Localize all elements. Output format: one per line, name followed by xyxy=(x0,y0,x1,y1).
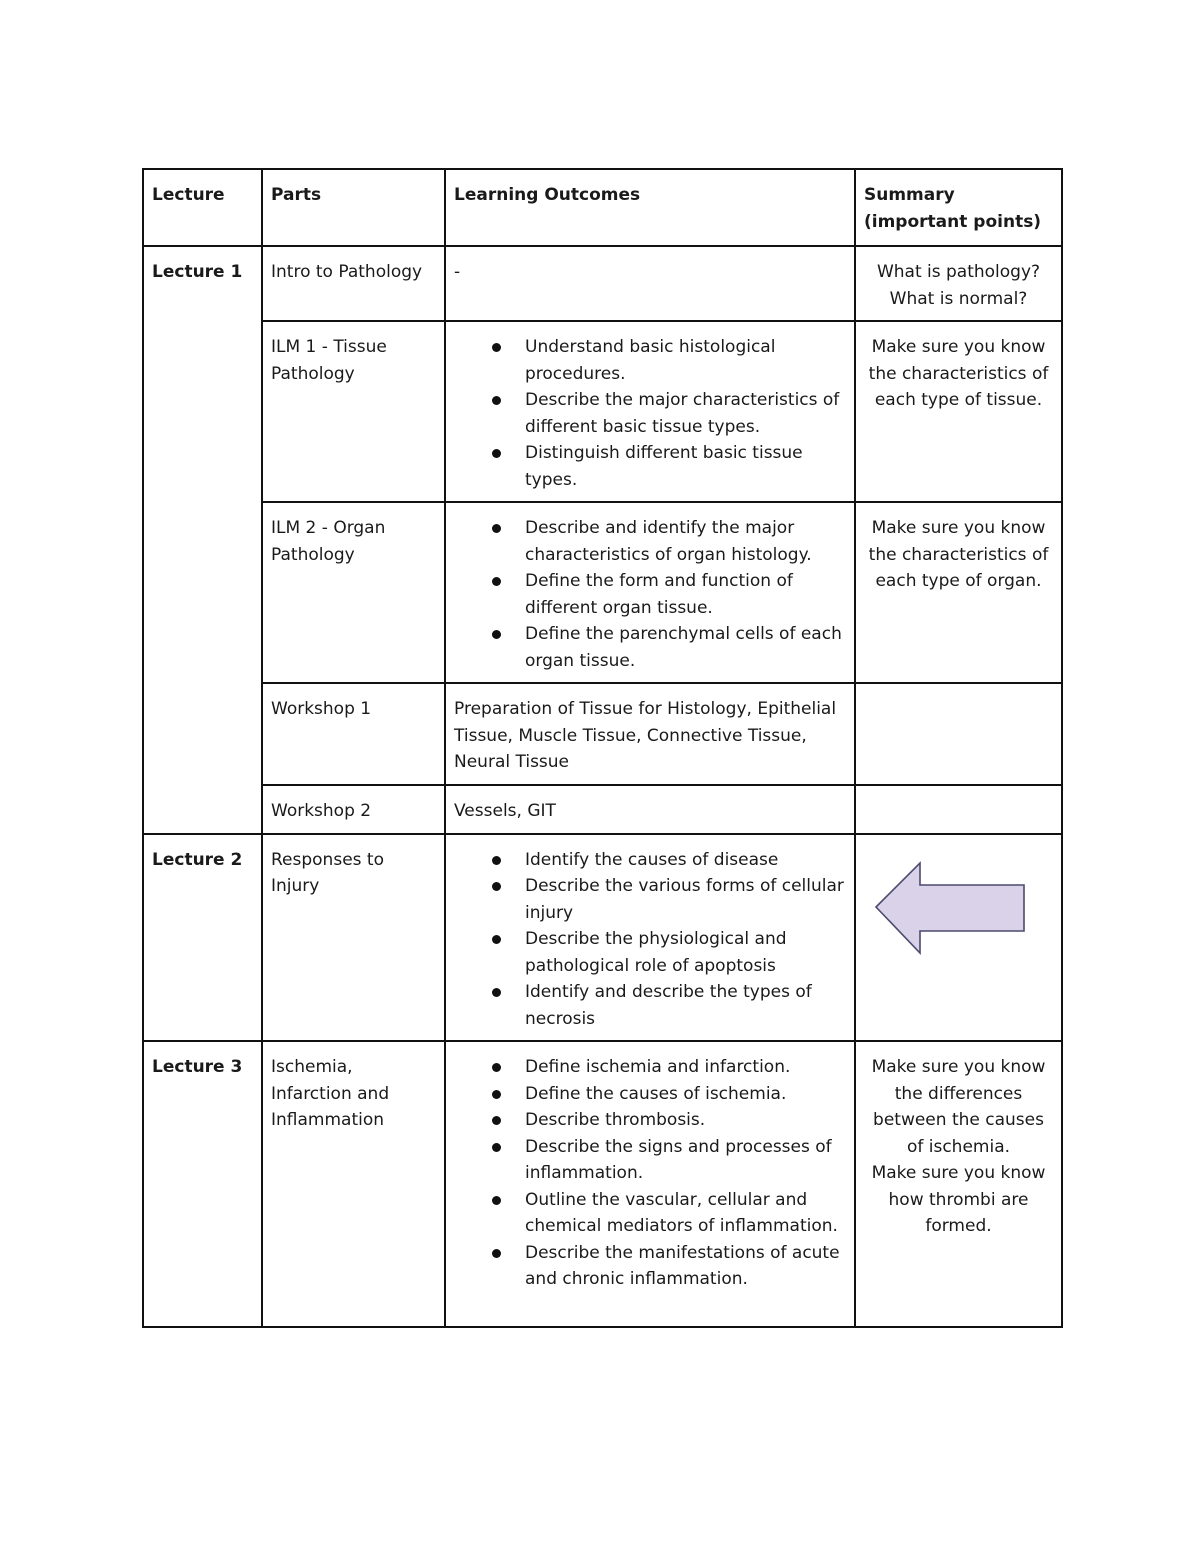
header-parts: Parts xyxy=(262,169,445,246)
list-item: Describe the major characteristics of different basic tissue types. xyxy=(454,387,846,440)
part-lecture3: Ischemia, Infarction and Inflammation xyxy=(262,1041,445,1327)
outcomes-lecture2-list xyxy=(454,847,846,1033)
bullet-icon xyxy=(492,343,501,352)
list-item: Describe thrombosis. xyxy=(454,1107,846,1134)
table-row xyxy=(143,246,1062,321)
outcomes-ilm2 xyxy=(445,502,855,683)
outcomes-ilm2-list xyxy=(454,515,846,674)
header-summary-line2: (important points) xyxy=(864,211,1042,232)
list-item: Outline the vascular, cellular and chemical mediators of inflammation. xyxy=(454,1187,846,1240)
bullet-icon xyxy=(492,1249,501,1258)
summary-lecture2 xyxy=(855,834,1062,1042)
bullet-icon xyxy=(492,1090,501,1099)
table-row xyxy=(143,321,1062,502)
outcomes-ilm1 xyxy=(445,321,855,502)
table-row xyxy=(143,1041,1062,1327)
bullet-icon xyxy=(492,988,501,997)
bullet-icon xyxy=(492,449,501,458)
list-item: Describe the manifestations of acute and chronic inflammation. xyxy=(454,1240,846,1293)
summary-workshop2 xyxy=(855,785,1062,834)
summary-lecture3-line2: Make sure you know how thrombi are formed. xyxy=(871,1163,1046,1236)
part-workshop2: Workshop 2 xyxy=(262,785,445,834)
outcome-workshop2: Vessels, GIT xyxy=(445,785,855,834)
bullet-icon xyxy=(492,1196,501,1205)
list-item: Describe the signs and processes of inflammation. xyxy=(454,1134,846,1187)
bullet-icon xyxy=(492,630,501,639)
summary-intro-line1: What is pathology? xyxy=(876,262,1041,282)
list-item: Distinguish different basic tissue types. xyxy=(454,440,846,493)
part-ilm2: ILM 2 - Organ Pathology xyxy=(262,502,445,683)
bullet-icon xyxy=(492,396,501,405)
bullet-icon xyxy=(492,524,501,533)
summary-ilm1: Make sure you know the characteristics of each type of tissue. xyxy=(855,321,1062,502)
list-item: Identify the causes of disease xyxy=(454,847,846,874)
part-intro: Intro to Pathology xyxy=(262,246,445,321)
list-item: Describe the physiological and pathological role of apoptosis xyxy=(454,926,846,979)
lecture-3-label: Lecture 3 xyxy=(143,1041,262,1327)
header-lecture: Lecture xyxy=(143,169,262,246)
table-row xyxy=(143,785,1062,834)
summary-lecture3-line1: Make sure you know the differences between the causes of ischemia. xyxy=(871,1057,1046,1157)
part-lecture2: Responses to Injury xyxy=(262,834,445,1042)
summary-ilm2: Make sure you know the characteristics of each type of organ. xyxy=(855,502,1062,683)
bullet-icon xyxy=(492,882,501,891)
lecture-2-label: Lecture 2 xyxy=(143,834,262,1042)
outcome-intro: - xyxy=(445,246,855,321)
table-header-row xyxy=(143,169,1062,246)
summary-intro-line2: What is normal? xyxy=(889,288,1028,309)
summary-intro xyxy=(855,246,1062,321)
table-row xyxy=(143,502,1062,683)
list-item: Define the form and function of different organ tissue. xyxy=(454,568,846,621)
left-arrow-icon xyxy=(874,861,1034,961)
summary-workshop1 xyxy=(855,683,1062,785)
list-item: Describe and identify the major characteristics of organ histology. xyxy=(454,515,846,568)
header-summary-line1: Summary xyxy=(864,185,955,205)
outcomes-lecture2 xyxy=(445,834,855,1042)
bullet-icon xyxy=(492,577,501,586)
bullet-icon xyxy=(492,1116,501,1125)
list-item: Define the causes of ischemia. xyxy=(454,1081,846,1108)
outcome-workshop1: Preparation of Tissue for Histology, Epithelial Tissue, Muscle Tissue, Connective Tissue, Neural Tissue xyxy=(445,683,855,785)
bullet-icon xyxy=(492,856,501,865)
outcomes-lecture3-list xyxy=(454,1054,846,1293)
outcomes-lecture3 xyxy=(445,1041,855,1327)
part-ilm1: ILM 1 - Tissue Pathology xyxy=(262,321,445,502)
learning-outcomes-table xyxy=(142,168,1063,1328)
part-workshop1: Workshop 1 xyxy=(262,683,445,785)
list-item: Identify and describe the types of necrosis xyxy=(454,979,846,1032)
header-summary xyxy=(855,169,1062,246)
bullet-icon xyxy=(492,935,501,944)
table-row xyxy=(143,834,1062,1042)
outcomes-ilm1-list xyxy=(454,334,846,493)
header-learning-outcomes: Learning Outcomes xyxy=(445,169,855,246)
list-item: Describe the various forms of cellular injury xyxy=(454,873,846,926)
list-item: Define ischemia and infarction. xyxy=(454,1054,846,1081)
bullet-icon xyxy=(492,1143,501,1152)
bullet-icon xyxy=(492,1063,501,1072)
lecture-1-label: Lecture 1 xyxy=(143,246,262,834)
summary-lecture3 xyxy=(855,1041,1062,1327)
table-row xyxy=(143,683,1062,785)
list-item: Define the parenchymal cells of each organ tissue. xyxy=(454,621,846,674)
list-item: Understand basic histological procedures. xyxy=(454,334,846,387)
